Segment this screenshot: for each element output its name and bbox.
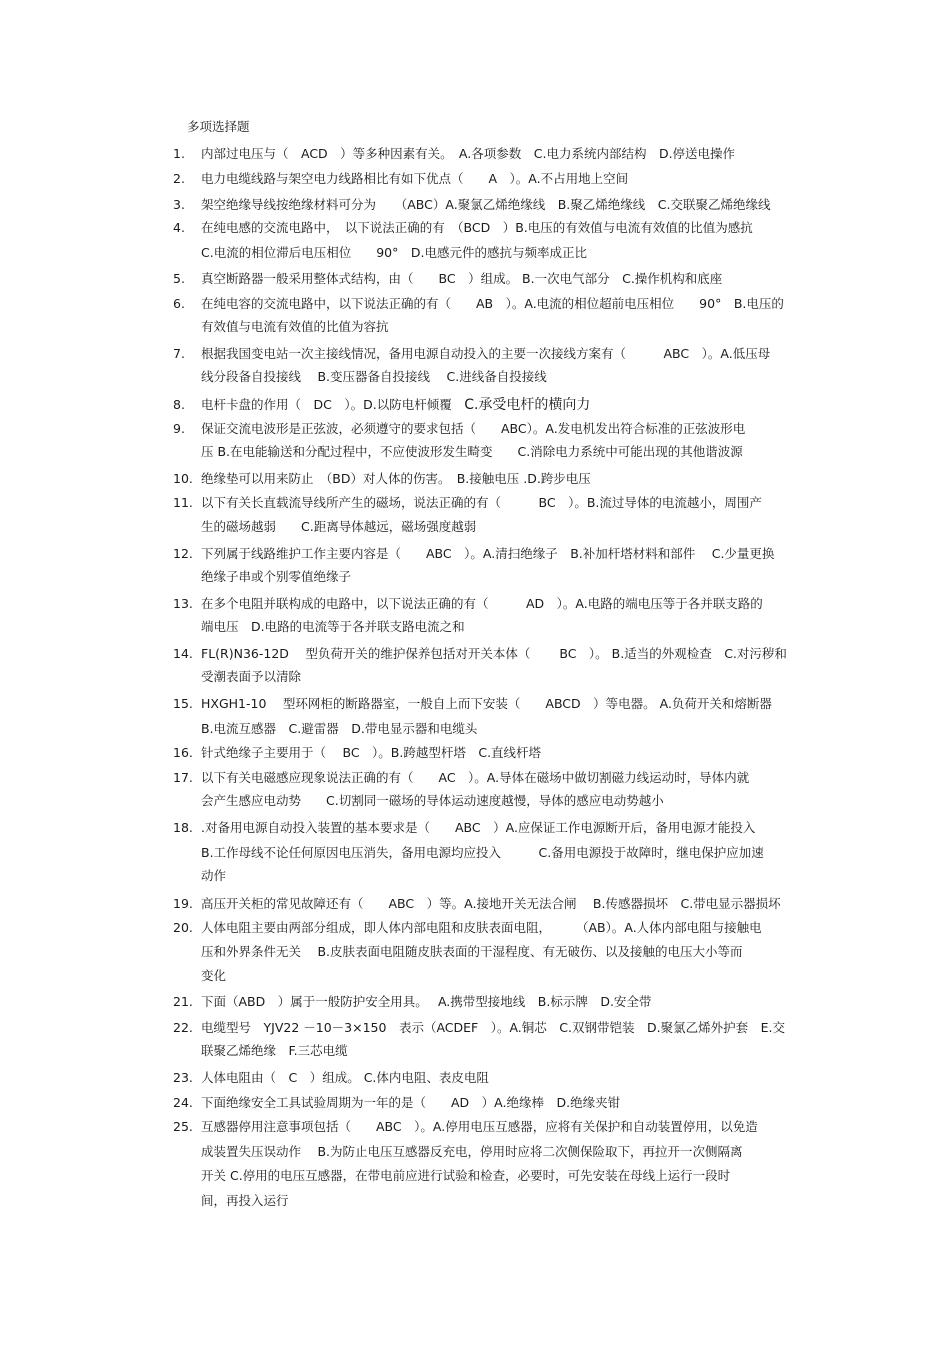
- question-text: 高压开关柜的常见故障还有（ ABC ）等。A.接地开关无法合闸 B.传感器损坏 C.带电显示器损坏: [201, 896, 781, 911]
- question-text-line: [201, 1193, 289, 1209]
- question-text-line: [201, 721, 477, 737]
- question-text: 有效值与电流有效值的比值为容抗: [201, 319, 389, 334]
- question-text-line: [201, 421, 745, 437]
- question-text: B.工作母线不论任何原因电压消失，备用电源均应投入 C.备用电源投于故障时，继电保护应加速: [201, 845, 764, 860]
- question-number: 25.: [173, 1119, 193, 1134]
- question-number: 24.: [173, 1095, 193, 1110]
- question-text-line: [201, 369, 547, 385]
- question-text-line: [201, 444, 743, 460]
- question-text-line: [201, 793, 664, 809]
- question-number: 7.: [173, 346, 185, 361]
- question-number: 14.: [173, 646, 193, 661]
- question-text: 电杆卡盘的作用（ DC ）。D.以防电杆倾覆: [201, 397, 465, 412]
- question-text-line: [201, 920, 762, 936]
- question-text: 保证交流电波形是正弦波，必须遵守的要求包括（ ABC）。A.发电机发出符合标准的正弦波形电: [201, 421, 746, 436]
- question-text: 成装置失压误动作 B.为防止电压互感器反充电，停用时应将二次侧保险取下，再拉开一次侧隔离: [201, 1144, 743, 1159]
- question-text: 下列属于线路维护工作主要内容是（ ABC ）。A.清扫绝缘子 B.补加杆塔材料和部件 C.少量更换: [201, 546, 775, 561]
- question-number: 15.: [173, 696, 193, 711]
- question-text: 电缆型号 YJV22 －10－3×150 表示（ACDEF ）。A.铜芯 C.双钢带铠装 D.聚氯乙烯外护套 E.交: [201, 1020, 785, 1035]
- question-text: 下面绝缘安全工具试验周期为一年的是（ AD ）A.绝缘棒 D.绝缘夹钳: [201, 1095, 621, 1110]
- question-text: 线分段备自投接线 B.变压器备自投接线 C.进线备自投接线: [201, 369, 547, 384]
- question-text-line: [201, 1168, 730, 1184]
- document-title: 多项选择题: [187, 119, 250, 134]
- question-number: 19.: [173, 896, 193, 911]
- question-text-line: [201, 171, 628, 187]
- question-number: 3.: [173, 197, 185, 212]
- question-text-line: [201, 944, 743, 960]
- question-text-line: [201, 896, 781, 912]
- question-number: 21.: [173, 994, 193, 1009]
- question-text: 变化: [201, 968, 227, 983]
- question-number: 22.: [173, 1020, 193, 1035]
- question-text: 受潮表面予以清除: [201, 669, 302, 684]
- question-text: 人体电阻由（ C ）组成。 C.体内电阻、表皮电阻: [201, 1070, 489, 1085]
- question-text-line: [201, 646, 787, 662]
- question-text: 间，再投入运行: [201, 1193, 289, 1208]
- question-text-line: [201, 146, 735, 162]
- question-number: 5.: [173, 271, 185, 286]
- question-text-line: [201, 397, 590, 413]
- question-text: 在多个电阻并联构成的电路中，以下说法正确的有（ AD ）。A.电路的端电压等于各并联支路的: [201, 596, 763, 611]
- question-text-line: [201, 845, 764, 861]
- question-text: 电力电缆线路与架空电力线路相比有如下优点（ A ）。A.不占用地上空间: [201, 171, 629, 186]
- question-number: 9.: [173, 421, 185, 436]
- question-number: 12.: [173, 546, 193, 561]
- question-text: 针式绝缘子主要用于（ BC ）。B.跨越型杆塔 C.直线杆塔: [201, 745, 542, 760]
- question-text: .对备用电源自动投入装置的基本要求是（ ABC ）A.应保证工作电源断开后，备用电源才能投入: [201, 820, 756, 835]
- question-text-line: [201, 271, 722, 287]
- question-text: 真空断路器一般采用整体式结构，由（ BC ）组成。 B.一次电气部分 C.操作机构和底座: [201, 271, 723, 286]
- question-text-line: [201, 319, 389, 335]
- question-text-line: [201, 296, 784, 312]
- question-text-line: [201, 968, 226, 984]
- question-text: 压 B.在电能输送和分配过程中，不应使波形发生畸变 C.消除电力系统中可能出现的其他谐波源: [201, 444, 743, 459]
- question-text: 联聚乙烯绝缘 F.三芯电缆: [201, 1043, 348, 1058]
- question-text: C.电流的相位滞后电压相位 90° D.电感元件的感抗与频率成正比: [201, 245, 587, 260]
- question-text-line: [201, 1144, 743, 1160]
- question-text: B.电流互感器 C.避雷器 D.带电显示器和电缆头: [201, 721, 478, 736]
- question-text: 动作: [201, 868, 227, 883]
- question-text: 以下有关长直载流导线所产生的磁场，说法正确的有（ BC ）。B.流过导体的电流越小，周围产: [201, 495, 762, 510]
- question-text: 互感器停用注意事项包括（ ABC ）。A.停用电压互感器，应将有关保护和自动装置停用，以免造: [201, 1119, 758, 1134]
- question-text-line: [201, 1020, 785, 1036]
- question-text-line: [201, 1070, 489, 1086]
- question-text-line: [201, 346, 770, 362]
- question-number: 18.: [173, 820, 193, 835]
- question-text: 绝缘子串或个别零值绝缘子: [201, 569, 352, 584]
- question-text-line: [201, 820, 755, 836]
- question-text: 下面（ABD ）属于一般防护安全用具。 A.携带型接地线 B.标示牌 D.安全带: [201, 994, 652, 1009]
- question-text-line: [201, 471, 591, 487]
- question-number: 11.: [173, 495, 193, 510]
- question-number: 2.: [173, 171, 185, 186]
- question-text-line: [201, 994, 651, 1010]
- question-text: 以下有关电磁感应现象说法正确的有（ AC ）。A.导体在磁场中做切割磁力线运动时，导体内就: [201, 770, 750, 785]
- question-text-line: [201, 569, 351, 585]
- question-text: 开关 C.停用的电压互感器，在带电前应进行试验和检查，必要时，可先安装在母线上运行一段时: [201, 1168, 731, 1183]
- question-text-line: [201, 495, 762, 511]
- question-text: HXGH1-10 型环网柜的断路器室，一般自上而下安装（ ABCD ）等电器。 A.负荷开关和熔断器: [201, 696, 772, 711]
- question-number: 13.: [173, 596, 193, 611]
- question-number: 8.: [173, 397, 185, 412]
- question-text-line: [201, 696, 772, 712]
- question-text: 压和外界条件无关 B.皮肤表面电阻随皮肤表面的干湿程度、有无破伤、以及接触的电压大小等而: [201, 944, 743, 959]
- question-text-line: [201, 770, 749, 786]
- question-text: 绝缘垫可以用来防止 （BD）对人体的伤害。 B.接触电压 .D.跨步电压: [201, 471, 591, 486]
- question-text-line: [201, 245, 587, 261]
- question-text-line: [201, 546, 774, 562]
- question-number: 17.: [173, 770, 193, 785]
- question-text: 人体电阻主要由两部分组成，即人体内部电阻和皮肤表面电阻， （AB）。A.人体内部电阻与接触电: [201, 920, 762, 935]
- question-number: 23.: [173, 1070, 193, 1085]
- question-number: 16.: [173, 745, 193, 760]
- question-text-line: [201, 619, 465, 635]
- question-text-large: C.承受电杆的横向力: [464, 397, 591, 413]
- question-text: 在纯电感的交流电路中， 以下说法正确的有 （BCD ）B.电压的有效值与电流有效值的比值为感抗: [201, 220, 753, 235]
- question-number: 1.: [173, 146, 185, 161]
- question-text: 根据我国变电站一次主接线情况，备用电源自动投入的主要一次接线方案有（ ABC ）。A.低压母: [201, 346, 771, 361]
- question-text: 内部过电压与（ ACD ）等多种因素有关。 A.各项参数 C.电力系统内部结构 D.停送电操作: [201, 146, 736, 161]
- question-text: 生的磁场越弱 C.距离导体越远，磁场强度越弱: [201, 519, 477, 534]
- question-number: 4.: [173, 220, 185, 235]
- question-number: 20.: [173, 920, 193, 935]
- question-text-line: [201, 197, 770, 213]
- question-text: 会产生感应电动势 C.切割同一磁场的导体运动速度越慢，导体的感应电动势越小: [201, 793, 664, 808]
- question-text-line: [201, 1043, 348, 1059]
- question-text: 架空绝缘导线按绝缘材料可分为 （ABC）A.聚氯乙烯绝缘线 B.聚乙烯绝缘线 C.交联聚乙烯绝缘线: [201, 197, 771, 212]
- question-text-line: [201, 596, 763, 612]
- question-number: 6.: [173, 296, 185, 311]
- question-text: FL(R)N36-12D 型负荷开关的维护保养包括对开关本体（ BC ）。 B.适当的外观检查 C.对污秽和: [201, 646, 787, 661]
- question-text-line: [201, 745, 541, 761]
- question-number: 10.: [173, 471, 193, 486]
- question-text-line: [201, 220, 753, 236]
- question-text-line: [201, 868, 226, 884]
- question-text: 在纯电容的交流电路中，以下说法正确的有（ AB ）。A.电流的相位超前电压相位 90° B.电压的: [201, 296, 784, 311]
- question-text-line: [201, 669, 301, 685]
- question-text-line: [201, 519, 476, 535]
- question-text: 端电压 D.电路的电流等于各并联支路电流之和: [201, 619, 465, 634]
- question-text-line: [201, 1119, 758, 1135]
- question-text-line: [201, 1095, 620, 1111]
